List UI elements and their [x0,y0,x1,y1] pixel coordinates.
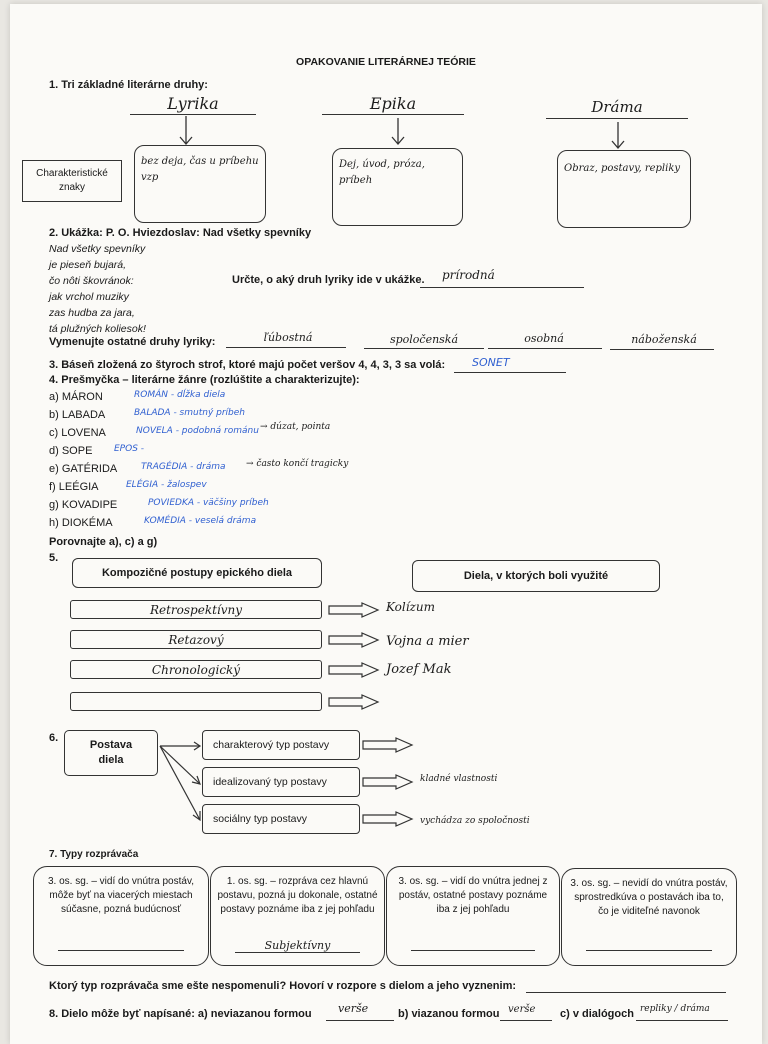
q2-label: 2. Ukážka: P. O. Hviezdoslav: Nad všetky spevníky [49,227,312,239]
q4-letter: f) LEÉGIA [49,481,99,493]
poem-line: tá plužných koliesok! [49,323,146,335]
postup-answer: Retazový [168,632,224,647]
answer-line [500,1020,552,1021]
dielo-answer: Kolízum [386,600,435,614]
branch-arrows-icon [158,740,204,830]
typ-answer: vychádza zo spoločnosti [420,816,530,826]
q4-item [49,463,117,475]
q4-item [49,499,117,511]
answer-line [454,372,566,373]
q4-letter: h) DIOKÉMA [49,517,113,529]
rozpravac-box [561,868,737,966]
q8-c-label: c) v dialógoch [560,1008,634,1020]
answer-line [526,992,726,993]
dielo-answer: Vojna a mier [386,634,469,649]
q8-c-answer: repliky / dráma [640,1004,710,1014]
q4-item [49,427,106,439]
q4-answer: ROMÁN - dĺžka diela [134,390,226,400]
rozpravac-text: 3. os. sg. – vidí do vnútra jednej z postáv, ostatné postavy poznáme iba z jej pohľadu [398,876,548,915]
typ-label: idealizovaný typ postavy [213,776,327,788]
q5-head-left-text: Kompozičné postupy epického diela [101,567,293,579]
answer-line [488,348,602,349]
q4-item [49,391,103,403]
char-answer-epika: Dej, úvod, próza, príbeh [339,159,425,186]
rozpravac-text: 3. os. sg. – vidí do vnútra postáv, môže byť na viacerých miestach súčasne, pozná budúcnosť [47,876,194,915]
rozpravac-box [33,866,209,966]
lyrika-druh: spoločenská [389,333,459,346]
answer-line [326,1020,394,1021]
answer-line [58,950,184,951]
druh-epika: Epika [369,93,417,113]
poem-line: čo nôti škovránok: [49,275,134,287]
q5-head-left [72,558,322,588]
char-label-box [22,160,122,202]
q4-answer: ELÉGIA - žalospev [126,480,207,490]
druh-lyrika: Lyrika [167,93,219,113]
char-box-drama [557,150,691,228]
druh-line [546,118,688,119]
poem-line: Nad všetky spevníky [49,243,146,255]
right-arrow-icon [328,602,380,618]
q1-label: 1. Tri základné literárne druhy: [49,79,208,91]
postava-label: Postava diela [89,739,133,766]
char-answer-lyrika: bez deja, čas u príbehu vzp [141,156,259,183]
q4-letter: g) KOVADIPE [49,499,118,511]
answer-line [586,950,712,951]
postup-box [70,600,322,619]
q4-letter: a) MÁRON [49,391,103,403]
lyrika-druh: ľúbostná [263,331,313,344]
right-arrow-icon [362,774,414,790]
typ-label: sociálny typ postavy [213,813,307,825]
q4-label: 4. Prešmyčka – literárne žánre (rozlúštite a charakterizujte): [49,374,360,386]
char-box-lyrika [134,145,266,223]
q4-letter: b) LABADA [49,409,106,421]
char-label: Charakteristické znaky [36,168,108,193]
q5-label: 5. [49,552,59,564]
q4-answer: NOVELA - podobná románu [136,426,259,436]
answer-line [636,1020,728,1021]
right-arrow-icon [328,662,380,678]
q4-letter: d) SOPE [49,445,93,457]
answer-line [364,348,484,349]
typ-box [202,804,360,834]
down-arrow-icon [176,116,196,148]
q4-answer: KOMÉDIA - veselá dráma [144,516,257,526]
right-arrow-icon [328,694,380,710]
q4-item [49,517,113,529]
q5-head-right [412,560,660,592]
right-arrow-icon [362,811,414,827]
rozpravac-answer: Subjektívny [264,939,331,952]
q4-extra: → dúzat, pointa [260,422,331,432]
poem [49,241,146,337]
rozpravac-box [386,866,560,966]
q4-extra: → často končí tragicky [246,459,349,469]
q7-label: 7. Typy rozprávača [49,849,139,860]
q4-item [49,481,99,493]
postup-box [70,692,322,711]
druh-line [322,114,464,115]
q8-a-answer: verše [338,1002,369,1015]
q2-question: Určte, o aký druh lyriky ide v ukážke. [232,274,425,286]
q2-others-label: Vymenujte ostatné druhy lyriky: [49,336,216,348]
typ-answer: kladné vlastnosti [420,774,498,784]
right-arrow-icon [328,632,380,648]
q3-answer: SONET [472,356,510,369]
typ-box [202,730,360,760]
page-title: OPAKOVANIE LITERÁRNEJ TEÓRIE [296,56,476,68]
q4-letter: e) GATÉRIDA [49,463,118,475]
poem-line: zas hudba za jara, [49,307,135,319]
lyrika-druh: osobná [524,332,564,345]
right-arrow-icon [362,737,414,753]
postup-box [70,630,322,649]
down-arrow-icon [388,118,408,148]
q8-b-answer: verše [508,1004,536,1015]
answer-line [411,950,535,951]
q5-head-right-text: Diela, v ktorých boli využité [463,570,609,582]
druh-drama: Dráma [591,98,643,116]
q4-answer: POVIEDKA - väčšiny príbeh [148,498,269,508]
down-arrow-icon [608,122,628,152]
typ-label: charakterový typ postavy [213,739,330,751]
postava-box [64,730,158,776]
q3-label: 3. Báseň zložená zo štyroch strof, ktoré majú počet veršov 4, 4, 3, 3 sa volá: [49,359,446,371]
char-box-epika [332,148,463,226]
answer-line [235,952,360,953]
q4-compare: Porovnajte a), c) a g) [49,536,158,548]
worksheet-page [10,4,762,1044]
dielo-answer: Jozef Mak [386,662,452,677]
q6-label: 6. [49,732,59,744]
q8-label: 8. Dielo môže byť napísané: a) neviazanou formou [49,1008,312,1020]
rozpravac-text: 1. os. sg. – rozpráva cez hlavnú postavu, pozná ju dokonale, ostatné postavy poznáme iba z jej pohľadu [217,876,378,915]
poem-line: je pieseň bujará, [49,259,127,271]
q2-answer: prírodná [442,268,495,282]
q4-letter: c) LOVENA [49,427,106,439]
lyrika-druh: náboženská [631,333,697,346]
q4-answer: EPOS - [114,444,145,454]
q4-item [49,409,105,421]
rozpravac-box [210,866,385,966]
typ-box [202,767,360,797]
answer-line [226,347,346,348]
druh-line [130,114,256,115]
postup-box [70,660,322,679]
q4-answer: BALADA - smutný príbeh [134,408,246,418]
poem-line: jak vrchol muziky [49,291,129,303]
answer-line [610,349,714,350]
q7-question: Ktorý typ rozprávača sme ešte nespomenuli? Hovorí v rozpore s dielom a jeho vyznenim: [49,980,517,992]
rozpravac-text: 3. os. sg. – nevidí do vnútra postáv, sprostredkúva o postavách iba to, čo je viditeľné navonok [570,878,728,917]
q4-answer: TRAGÉDIA - dráma [141,462,226,472]
q8-b-label: b) viazanou formou [398,1008,500,1020]
postup-answer: Chronologický [151,662,241,677]
char-answer-drama: Obraz, postavy, repliky [564,163,681,174]
answer-line [420,287,584,288]
postup-answer: Retrospektívny [149,602,243,617]
q4-item [49,445,92,457]
